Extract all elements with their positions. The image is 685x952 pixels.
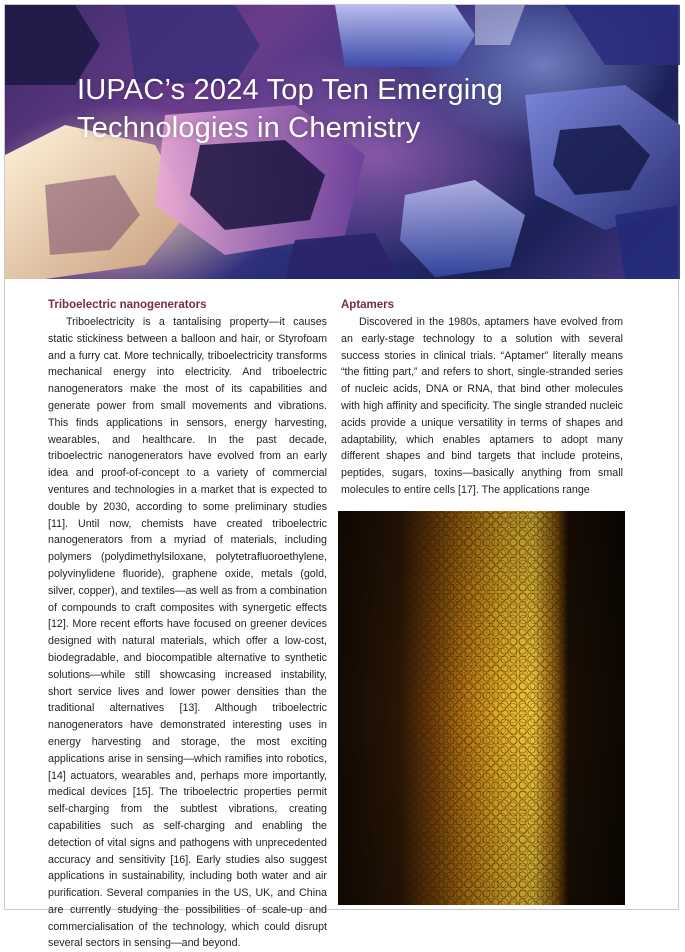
- section-body-aptamers: Discovered in the 1980s, aptamers have evolved from an early-stage technology to a solution with several success stories in clinical trials. “Aptamer” literally means “the fitting part,” and refers to short, single-stranded series of nucleic acids, DNA or RNA, that bind other molecules with high affinity and specificity. The single stranded nucleic acids provide a unique versatility in terms of shapes and adaptability, which enables aptamers to adopt many different shapes and bind targets that include proteins, peptides, sugars, toxins—basically anything from small molecules to entire cells [17]. The applications range: [341, 316, 623, 496]
- section-body-triboelectric: Triboelectricity is a tantalising property—it causes static stickiness between a balloon and hair, or Styrofoam and a furry cat. More technically, triboelectricity transforms mechanical energy into electricity. And triboelectric nanogenerators make the most of its capabilities and generate power from small movements and vibrations. This finds applications in sensors, energy harvesting, wearables, and healthcare. In the past decade, triboelectric nanogenerators have evolved from an early idea and proof-of-concept to a variety of commercial ventures and technologies in a market that is expected to double by 2030, according to some preliminary studies [11]. Until now, chemists have created triboelectric nanogenerators from a myriad of materials, including polymers (polydimethylsiloxane, polytetrafluoroethylene, polyvinylidene fluoride), graphene oxide, metals (gold, silver, copper), and textiles—as well as from a combination of compounds to craft composites with synergetic effects [12]. More recent efforts have focused on greener devices designed with natural materials, which offer a low-cost, biodegradable, and biocompatible alternative to synthetic solutions—while still showcasing increased instability, short service lives and lower power densities than the traditional alternatives [13]. Although triboelectric nanogenerators have demonstrated interesting uses in energy harvesting and storage, the most exciting applications arise in sensing—which ramifies into robotics, [14] actuators, wearables and, perhaps more importantly, medical devices [15]. The triboelectric properties permit self-charging from the subtlest vibrations, creating capabilities such as self-charging and enabling the detection of vital signs and pathogens with unprecedented accuracy and sensitivity [16]. Early studies also suggest applications in sustainability, including both water and air purification. Several companies in the US, UK, and China are currently studying the possibilities of scale-up and commercialisation of the technology, which could disrupt several sectors in sensing—and beyond.: [48, 316, 327, 950]
- hero-image: [5, 5, 678, 279]
- left-column: [48, 297, 327, 952]
- page-title: [77, 71, 503, 147]
- title-line-2: Technologies in Chemistry: [77, 112, 421, 144]
- section-heading-triboelectric: Triboelectric nanogenerators: [48, 299, 207, 311]
- right-column: [341, 297, 623, 499]
- section-heading-aptamers: Aptamers: [341, 299, 395, 311]
- microscopy-texture: [338, 511, 625, 905]
- title-line-1: IUPAC’s 2024 Top Ten Emerging: [77, 74, 504, 106]
- aptamer-microscopy-image: [338, 511, 625, 905]
- magazine-page: [4, 4, 679, 950]
